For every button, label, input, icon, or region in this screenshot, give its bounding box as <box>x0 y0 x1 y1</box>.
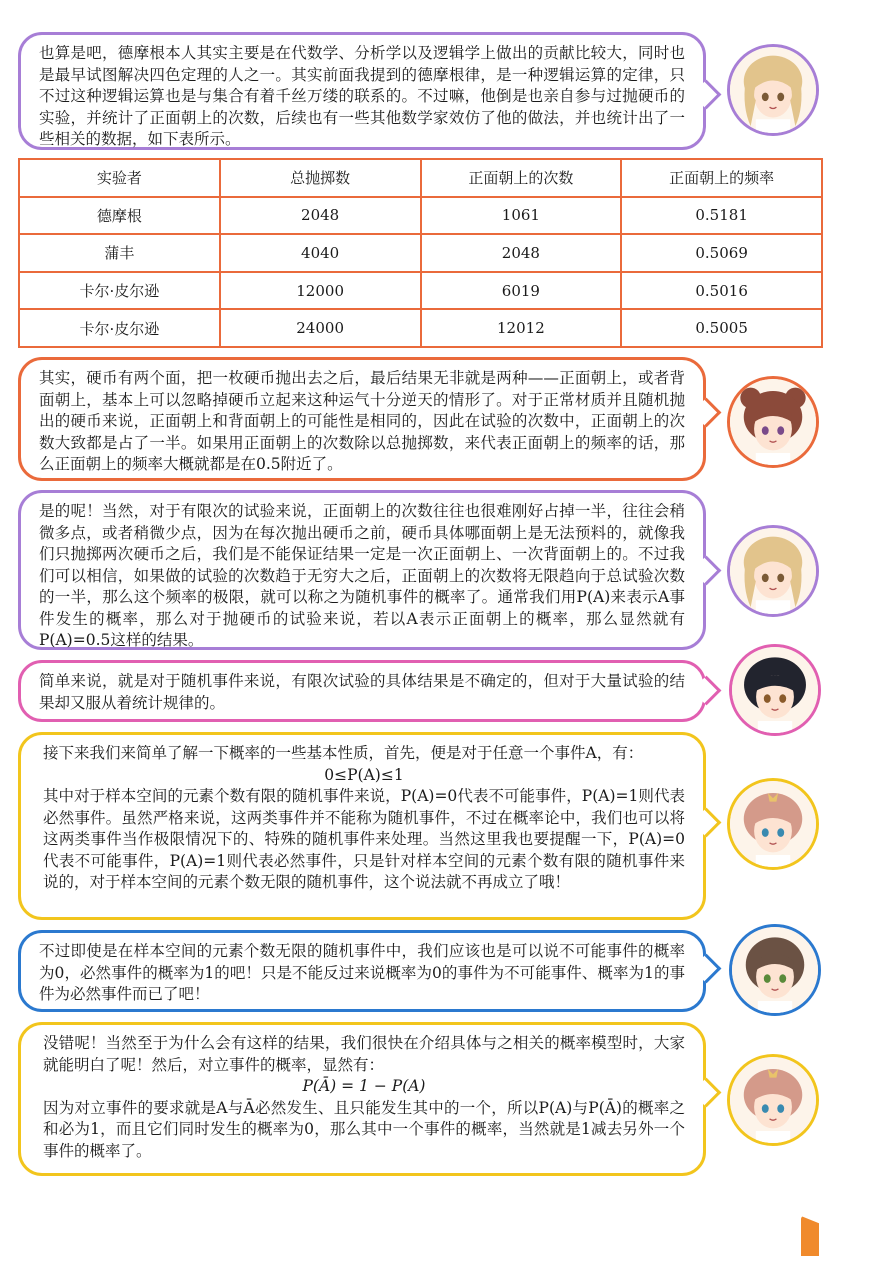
table-cell: 卡尔·皮尔逊 <box>19 309 220 347</box>
character-blonde-avatar <box>727 525 819 617</box>
table-header-cell: 总抛掷数 <box>220 159 421 197</box>
table-cell: 0.5005 <box>621 309 822 347</box>
character-black-hair-avatar <box>729 644 821 736</box>
bubble-4-text: 简单来说，就是对于随机事件来说，有限次试验的具体结果是不确定的，但对于大量试验的结果却又服从着统计规律的。 <box>39 672 685 712</box>
bubble-7-body: 因为对立事件的要求就是A与Ā必然发生、且只能发生其中的一个，所以P(A)与P(Ā)的概率之和必为1，而且它们同时发生的概率为0，那么其中一个事件的概率，当然就是1减去另外一个事件的概率了。 <box>43 1098 685 1160</box>
character-pink-hair-avatar <box>727 1054 819 1146</box>
table-row <box>19 197 822 235</box>
speech-bubble-3 <box>18 490 706 650</box>
bubble-7-formula: P(Ā) = 1 − P(A) <box>302 1077 426 1095</box>
table-row <box>19 272 822 310</box>
character-brown-bun-avatar <box>727 376 819 468</box>
table-row <box>19 309 822 347</box>
table-cell: 24000 <box>220 309 421 347</box>
speech-bubble-4 <box>18 660 706 722</box>
speech-bubble-1 <box>18 32 706 150</box>
table-cell: 蒲丰 <box>19 234 220 272</box>
table-header-row <box>19 159 822 197</box>
character-pink-hair-avatar <box>727 778 819 870</box>
character-blonde-avatar <box>727 44 819 136</box>
bubble-5-body: 其中对于样本空间的元素个数有限的随机事件来说，P(A)=0代表不可能事件，P(A)=1则代表必然事件。虽然严格来说，这两类事件并不能称为随机事件，不过在概率论中，我们也可以将这两类事件当作极限情况下的、特殊的随机事件来处理。当然这里我也要提醒一下，P(A)=0代表不可能事件，P(A)=1则代表必然事件，只是针对样本空间的元素个数有限的随机事件来说的，对于样本空间的元素个数无限的随机事件，这个说法就不再成立了哦！ <box>43 787 685 891</box>
speech-bubble-7 <box>18 1022 706 1176</box>
table-header-cell: 正面朝上的次数 <box>421 159 622 197</box>
table-row <box>19 234 822 272</box>
table-cell: 0.5016 <box>621 272 822 310</box>
table-cell: 0.5069 <box>621 234 822 272</box>
table-cell: 12012 <box>421 309 622 347</box>
table-header-cell: 正面朝上的频率 <box>621 159 822 197</box>
bubble-5-formula: 0≤P(A)≤1 <box>324 765 404 784</box>
bubble-1-text: 也算是吧，德摩根本人其实主要是在代数学、分析学以及逻辑学上做出的贡献比较大，同时也是最早试图解决四色定理的人之一。其实前面我提到的德摩根律，是一种逻辑运算的定律，只不过这种逻辑运算也是与集合有着千丝万缕的联系的。不过嘛，他倒是也亲自参与过抛硬币的实验，并统计了正面朝上的次数，后续也有一些其他数学家效仿了他的做法，并也统计出了一些相关的数据，如下表所示。 <box>39 44 685 148</box>
table-cell: 4040 <box>220 234 421 272</box>
table-cell: 德摩根 <box>19 197 220 235</box>
table-cell: 6019 <box>421 272 622 310</box>
bubble-5-intro: 接下来我们来简单了解一下概率的一些基本性质，首先，便是对于任意一个事件A，有： <box>43 744 644 762</box>
table-cell: 2048 <box>421 234 622 272</box>
table-cell: 2048 <box>220 197 421 235</box>
bubble-3-text: 是的呢！当然，对于有限次的试验来说，正面朝上的次数往往也很难刚好占掉一半，往往会稍微多点，或者稍微少点，因为在每次抛出硬币之前，硬币具体哪面朝上是无法预料的，就像我们只抛掷两次硬币之后，我们是不能保证结果一定是一次正面朝上、一次背面朝上的。不过我们可以相信，如果做的试验的次数趋于无穷大之后，正面朝上的次数将无限趋向于总试验次数的一半，那么这个频率的极限，就可以称之为随机事件的概率了。通常我们用P(A)来表示A事件发生的概率，那么对于抛硬币的试验来说，若以A表示正面朝上的概率，那么显然就有P(A)=0.5这样的结果。 <box>39 502 685 649</box>
speech-bubble-6 <box>18 930 706 1012</box>
character-brown-hair-avatar <box>729 924 821 1016</box>
table-cell: 0.5181 <box>621 197 822 235</box>
table-cell: 1061 <box>421 197 622 235</box>
bubble-6-text: 不过即使是在样本空间的元素个数无限的随机事件中，我们应该也是可以说不可能事件的概率为0，必然事件的概率为1的吧！只是不能反过来说概率为0的事件为不可能事件、概率为1的事件为必然事件而已了吧！ <box>39 942 685 1003</box>
table-cell: 卡尔·皮尔逊 <box>19 272 220 310</box>
speech-bubble-2 <box>18 357 706 481</box>
page-corner-tab <box>801 1216 819 1256</box>
table-cell: 12000 <box>220 272 421 310</box>
coin-toss-experiment-table <box>18 158 823 348</box>
speech-bubble-5 <box>18 732 706 920</box>
bubble-2-text: 其实，硬币有两个面，把一枚硬币抛出去之后，最后结果无非就是两种——正面朝上，或者背面朝上，基本上可以忽略掉硬币立起来这种运气十分逆天的情形了。对于正常材质并且随机抛出的硬币来说，正面朝上和背面朝上的可能性是相同的，因此在试验的次数中，正面朝上的次数大致都是占了一半。如果用正面朝上的次数除以总抛掷数，来代表正面朝上的频率的话，那么正面朝上的频率大概就都是在0.5附近了。 <box>39 369 685 473</box>
table-header-cell: 实验者 <box>19 159 220 197</box>
bubble-7-intro: 没错呢！当然至于为什么会有这样的结果，我们很快在介绍具体与之相关的概率模型时，大家就能明白了呢！然后，对立事件的概率，显然有： <box>43 1034 685 1074</box>
